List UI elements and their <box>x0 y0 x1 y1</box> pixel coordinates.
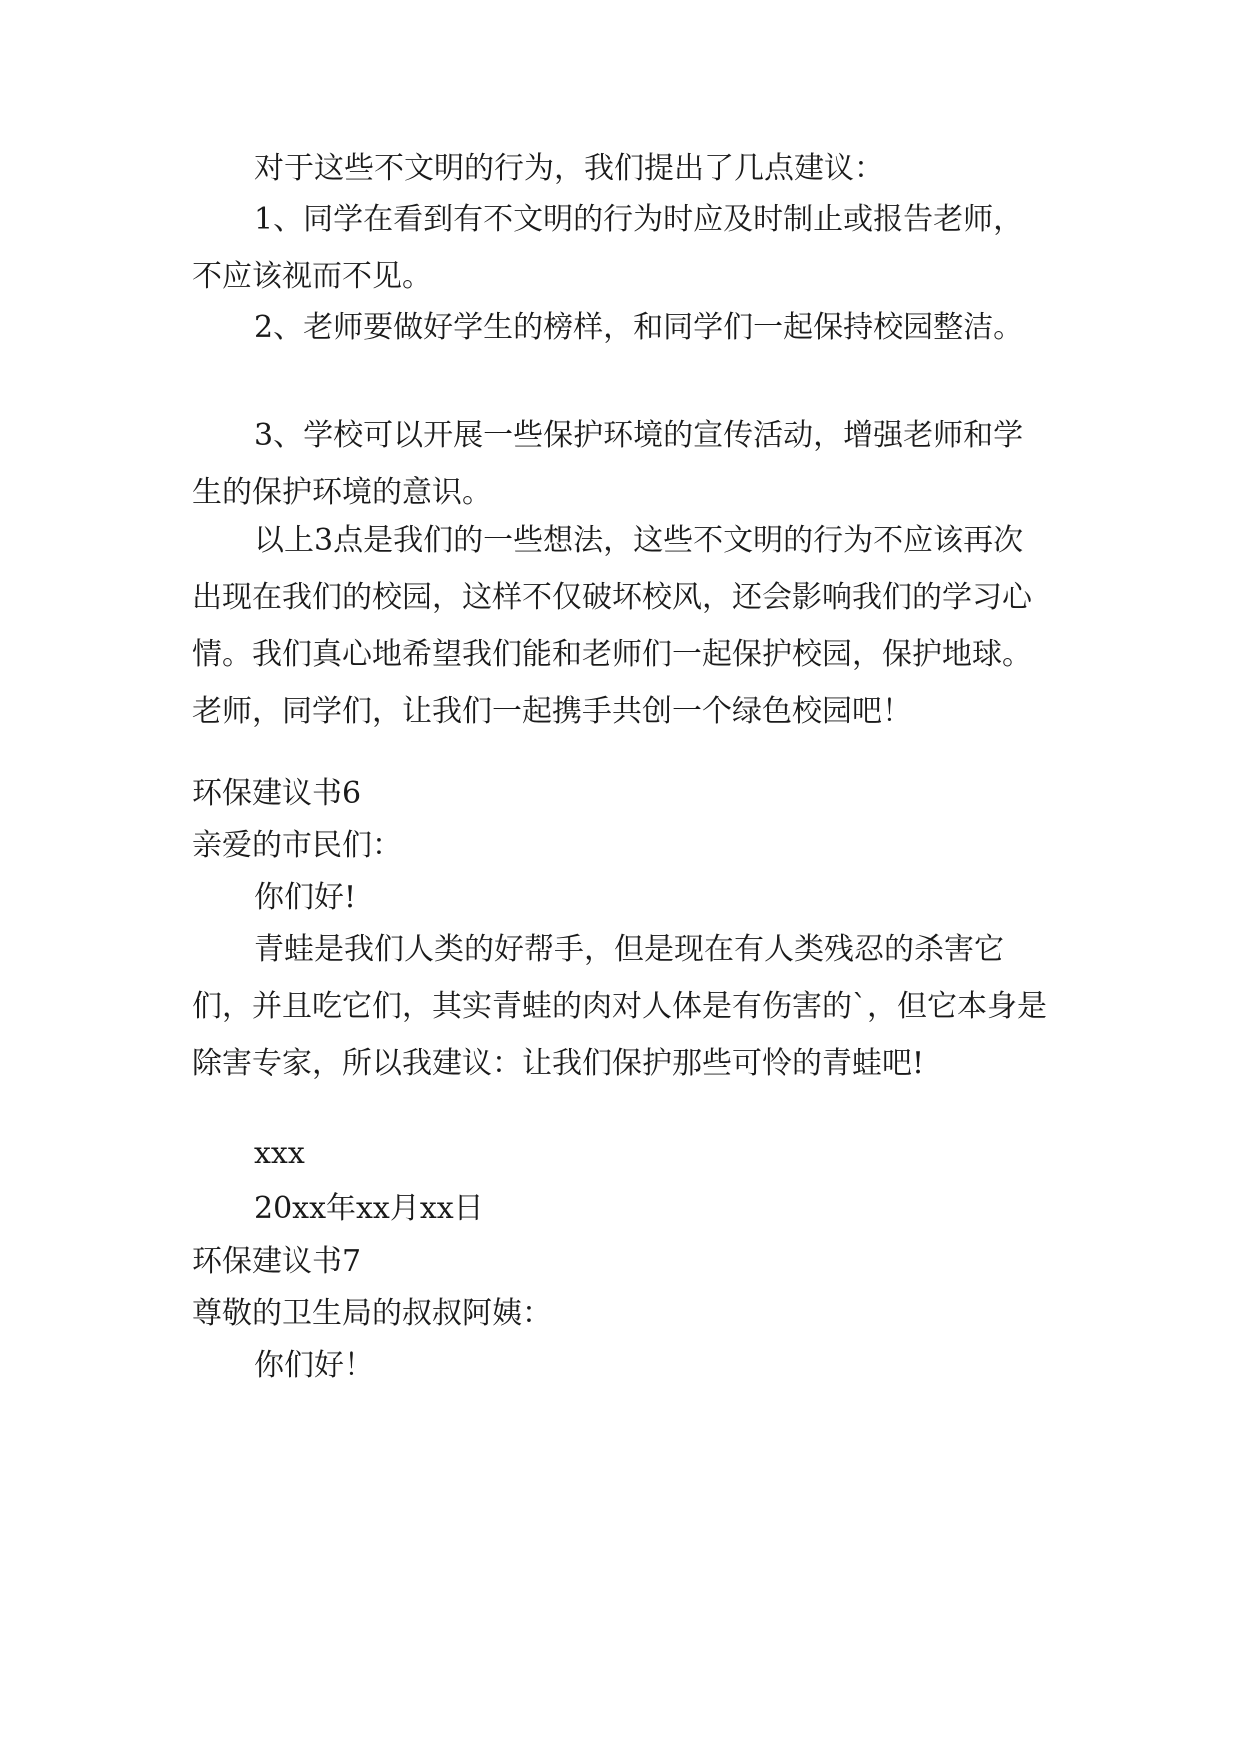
letter6-body: 青蛙是我们人类的好帮手，但是现在有人类残忍的杀害它们，并且吃它们，其实青蛙的肉对人体是有伤害的`，但它本身是除害专家，所以我建议：让我们保护那些可怜的青蛙吧! <box>192 932 1047 1081</box>
paragraph-intro: 对于这些不文明的行为，我们提出了几点建议： <box>254 151 884 186</box>
letter6-title: 环保建议书6 <box>192 776 362 811</box>
letter6-salutation: 亲爱的市民们： <box>192 828 402 863</box>
letter6-greeting: 你们好! <box>254 880 357 915</box>
paragraph-suggestion-2: 2、老师要做好学生的榜样，和同学们一起保持校园整洁。 <box>254 310 1024 345</box>
letter7-salutation: 尊敬的卫生局的叔叔阿姨： <box>192 1296 552 1331</box>
paragraph-conclusion: 以上3点是我们的一些想法，这些不文明的行为不应该再次出现在我们的校园，这样不仅破坏校风，还会影响我们的学习心情。我们真心地希望我们能和老师们一起保护校园，保护地球。老师，同学们，让我们一起携手共创一个绿色校园吧！ <box>192 523 1032 729</box>
letter7-greeting: 你们好！ <box>254 1348 374 1383</box>
paragraph-suggestion-3: 3、学校可以开展一些保护环境的宣传活动，增强老师和学生的保护环境的意识。 <box>192 418 1024 510</box>
letter6-signature: xxx <box>254 1136 305 1171</box>
paragraph-suggestion-1: 1、同学在看到有不文明的行为时应及时制止或报告老师，不应该视而不见。 <box>192 202 1024 294</box>
letter6-date: 20xx年xx月xx日 <box>254 1191 484 1226</box>
letter7-title: 环保建议书7 <box>192 1244 362 1279</box>
